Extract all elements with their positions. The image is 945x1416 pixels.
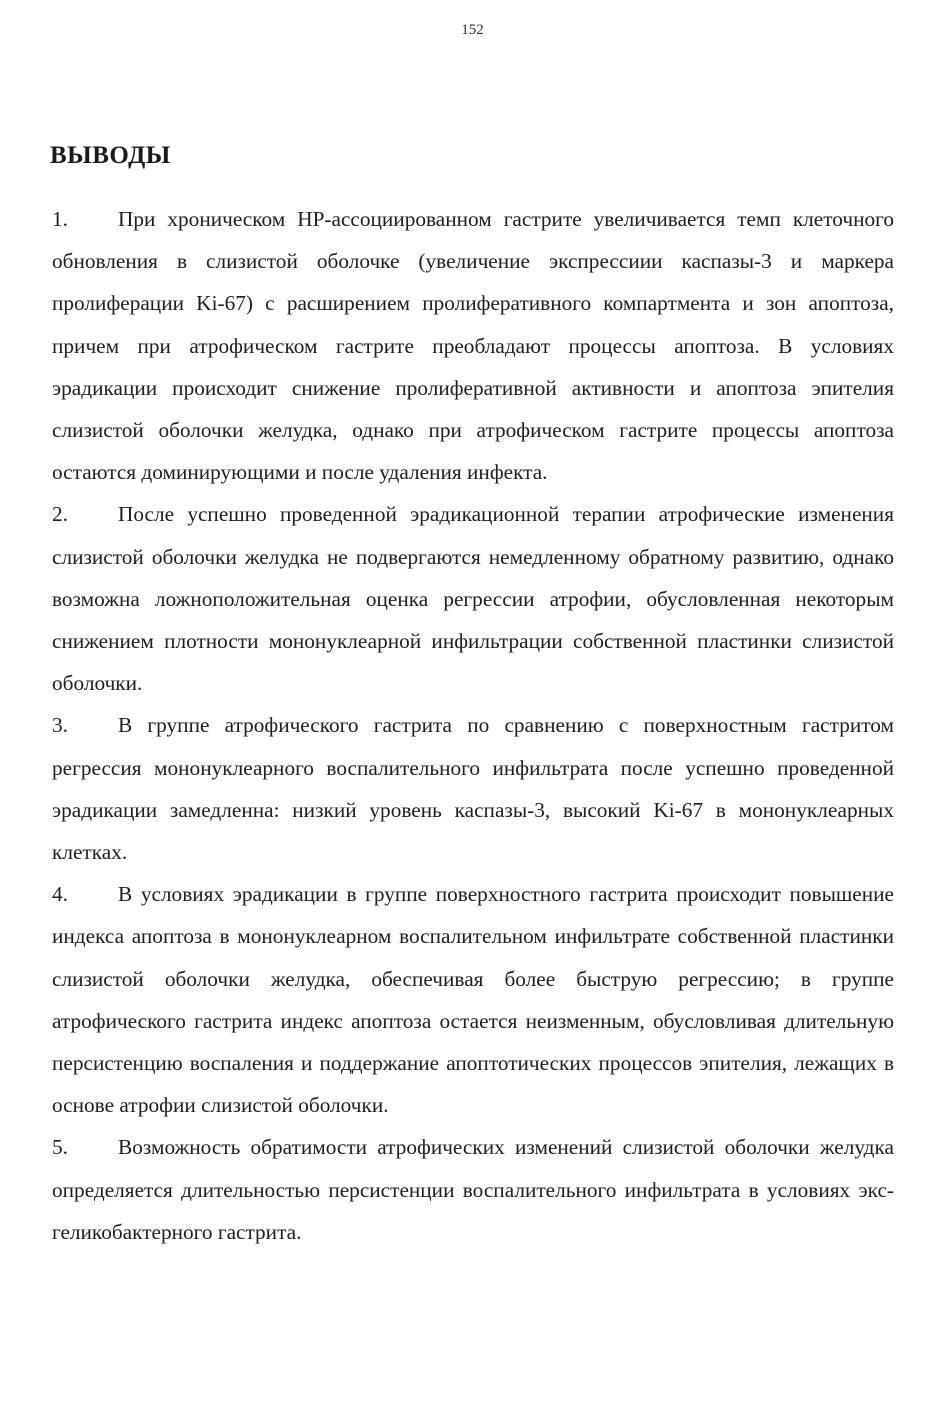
conclusion-number: 5. [52,1135,68,1160]
page-number: 152 [461,22,484,38]
conclusion-item-5 [52,1126,894,1253]
conclusion-item-2 [52,493,894,704]
conclusion-number: 3. [52,713,68,738]
conclusion-item-4 [52,873,894,1126]
conclusion-text: В условиях эрадикации в группе поверхностного гастрита происходит повышение индекса апоптоза в мононуклеарном воспалительном инфильтрате собственной пластинки слизистой оболочки желудка, обеспечивая более быструю регрессию; в группе атрофического гастрита индекс апоптоза остается неизменным, обусловливая длительную персистенцию воспаления и поддержание апоптотических процессов эпителия, лежащих в основе атрофии слизистой оболочки. [52,882,894,1118]
conclusion-text: Возможность обратимости атрофических изменений слизистой оболочки желудка определяется длительностью персистенции воспалительного инфильтрата в условиях экс-геликобактерного гастрита. [52,1135,894,1244]
conclusion-item-1 [52,198,894,493]
section-heading: ВЫВОДЫ [50,142,171,169]
conclusion-text: В группе атрофического гастрита по сравнению с поверхностным гастритом регрессия мононуклеарного воспалительного инфильтрата после успешно проведенной эрадикации замедленна: низкий уровень каспазы-3, высокий Ki-67 в мононуклеарных клетках. [52,713,894,865]
conclusion-text: При хроническом НР-ассоциированном гастрите увеличивается темп клеточного обновления в слизистой оболочке (увеличение экспрессиии каспазы-3 и маркера пролиферации Ki-67) с расширением пролиферативного компартмента и зон апоптоза, причем при атрофическом гастрите преобладают процессы апоптоза. В условиях эрадикации происходит снижение пролиферативной активности и апоптоза эпителия слизистой оболочки желудка, однако при атрофическом гастрите процессы апоптоза остаются доминирующими и после удаления инфекта. [52,207,894,485]
conclusion-text: После успешно проведенной эрадикационной терапии атрофические изменения слизистой оболочки желудка не подвергаются немедленному обратному развитию, однако возможна ложноположительная оценка регрессии атрофии, обусловленная некоторым снижением плотности мононуклеарной инфильтрации собственной пластинки слизистой оболочки. [52,502,894,696]
conclusion-number: 2. [52,502,68,527]
conclusion-number: 4. [52,882,68,907]
conclusion-number: 1. [52,207,68,231]
conclusion-item-3 [52,704,894,873]
conclusions-list [52,198,894,1253]
